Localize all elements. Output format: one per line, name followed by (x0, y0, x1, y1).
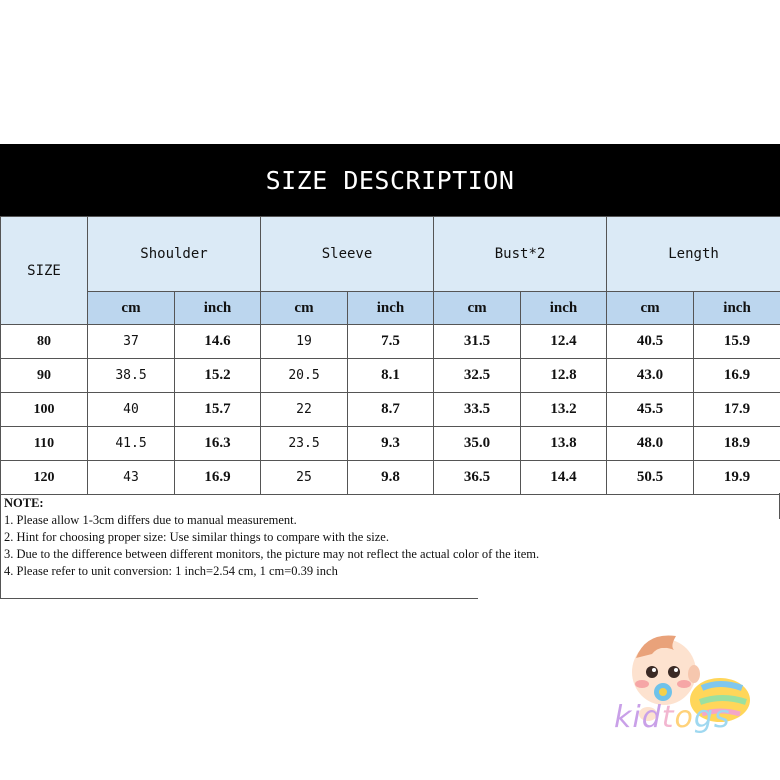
table-cell: 15.7 (175, 393, 261, 427)
table-cell: 12.8 (521, 359, 607, 393)
note-item: 2. Hint for choosing proper size: Use similar things to compare with the size. (4, 530, 389, 544)
table-row (1, 359, 780, 393)
size-cell: 90 (1, 359, 88, 393)
unit-header: cm (261, 292, 348, 325)
table-cell: 12.4 (521, 325, 607, 359)
length-header: Length (607, 217, 780, 292)
size-cell: 120 (1, 461, 88, 495)
unit-header: cm (607, 292, 694, 325)
notes-title: NOTE: (4, 496, 44, 510)
table-cell: 43 (88, 461, 175, 495)
shoulder-header: Shoulder (88, 217, 261, 292)
table-cell: 19.9 (694, 461, 780, 495)
table-cell: 23.5 (261, 427, 348, 461)
table-cell: 22 (261, 393, 348, 427)
table-cell: 41.5 (88, 427, 175, 461)
unit-header: inch (348, 292, 434, 325)
table-cell: 25 (261, 461, 348, 495)
table-cell: 14.6 (175, 325, 261, 359)
table-cell: 8.1 (348, 359, 434, 393)
table-cell: 45.5 (607, 393, 694, 427)
page-title: SIZE DESCRIPTION (0, 144, 780, 216)
table-cell: 19 (261, 325, 348, 359)
table-cell: 13.8 (521, 427, 607, 461)
table-cell: 7.5 (348, 325, 434, 359)
table-cell: 32.5 (434, 359, 521, 393)
unit-header: inch (175, 292, 261, 325)
unit-header: inch (521, 292, 607, 325)
table-cell: 36.5 (434, 461, 521, 495)
table-cell: 48.0 (607, 427, 694, 461)
table-cell: 17.9 (694, 393, 780, 427)
size-column-header: SIZE (1, 217, 88, 325)
table-row (1, 325, 780, 359)
unit-header: inch (694, 292, 780, 325)
table-cell: 40.5 (607, 325, 694, 359)
table-cell: 50.5 (607, 461, 694, 495)
table-cell: 40 (88, 393, 175, 427)
table-cell: 14.4 (521, 461, 607, 495)
size-cell: 80 (1, 325, 88, 359)
table-cell: 31.5 (434, 325, 521, 359)
brand-logo-text: kidtogs (614, 700, 731, 735)
bust-header: Bust*2 (434, 217, 607, 292)
unit-header: cm (434, 292, 521, 325)
table-cell: 15.9 (694, 325, 780, 359)
table-cell: 18.9 (694, 427, 780, 461)
size-cell: 110 (1, 427, 88, 461)
table-cell: 33.5 (434, 393, 521, 427)
table-cell: 43.0 (607, 359, 694, 393)
size-table (0, 216, 780, 495)
notes-divider (0, 598, 478, 599)
table-cell: 37 (88, 325, 175, 359)
table-cell: 13.2 (521, 393, 607, 427)
unit-header: cm (88, 292, 175, 325)
note-item: 3. Due to the difference between different monitors, the picture may not reflect the actual color of the item. (4, 547, 540, 561)
table-row (1, 393, 780, 427)
table-cell: 15.2 (175, 359, 261, 393)
notes-section (0, 493, 780, 599)
table-cell: 20.5 (261, 359, 348, 393)
table-cell: 16.3 (175, 427, 261, 461)
table-cell: 38.5 (88, 359, 175, 393)
table-cell: 35.0 (434, 427, 521, 461)
table-cell: 16.9 (694, 359, 780, 393)
note-item: 4. Please refer to unit conversion: 1 inch=2.54 cm, 1 cm=0.39 inch (4, 564, 338, 578)
size-cell: 100 (1, 393, 88, 427)
table-cell: 8.7 (348, 393, 434, 427)
sleeve-header: Sleeve (261, 217, 434, 292)
note-item: 1. Please allow 1-3cm differs due to manual measurement. (4, 513, 297, 527)
table-cell: 9.8 (348, 461, 434, 495)
table-row (1, 427, 780, 461)
table-cell: 16.9 (175, 461, 261, 495)
table-row (1, 461, 780, 495)
table-cell: 9.3 (348, 427, 434, 461)
